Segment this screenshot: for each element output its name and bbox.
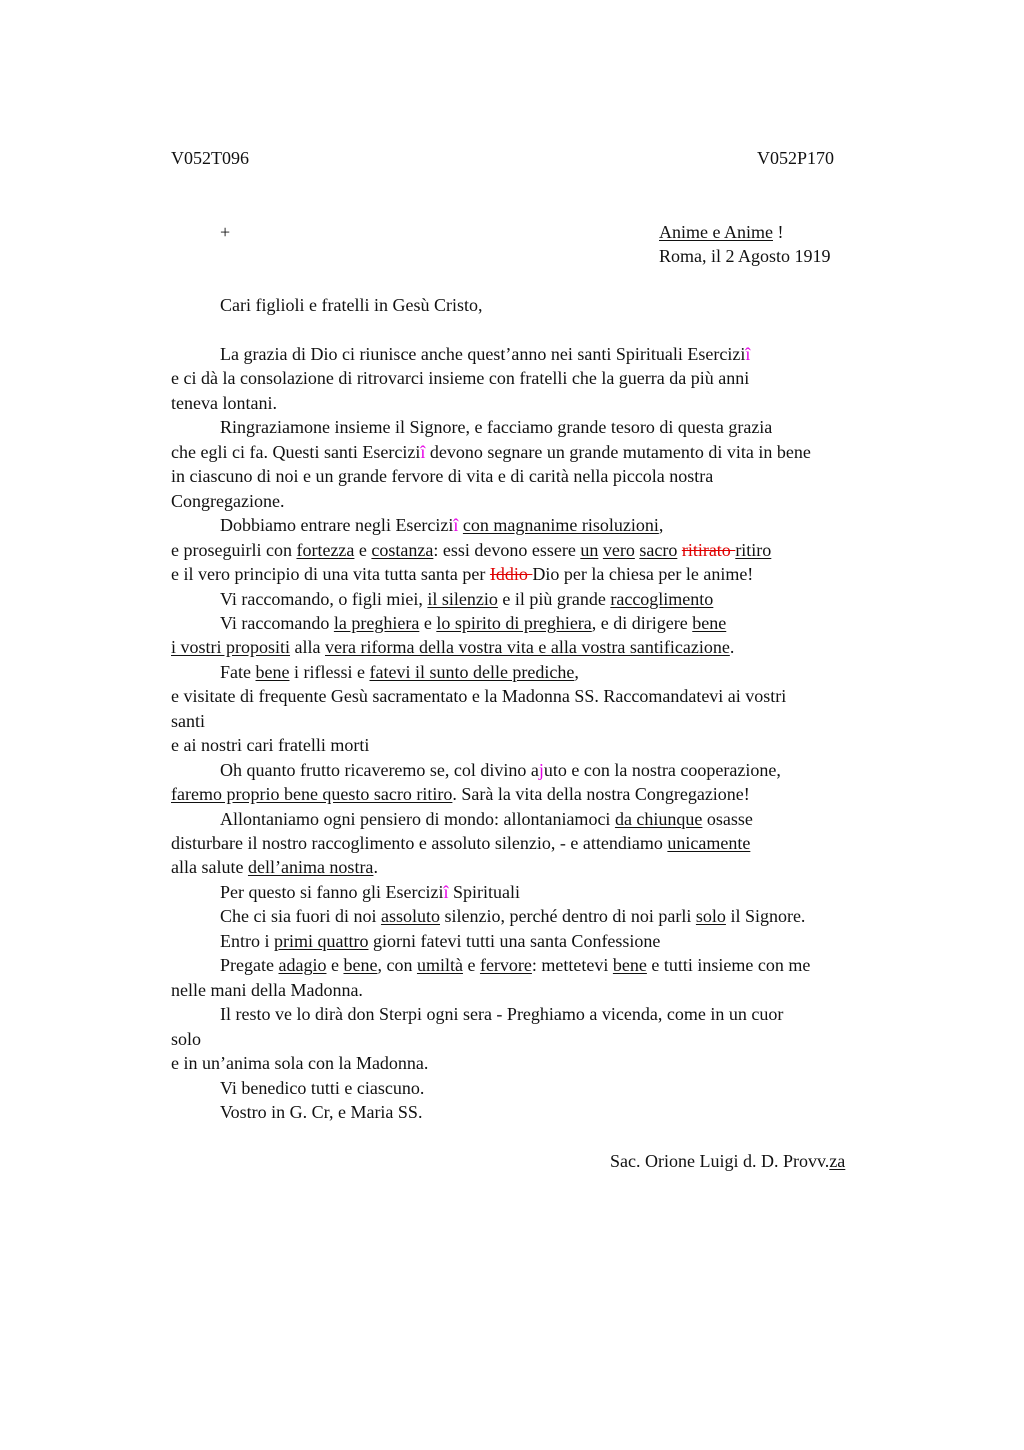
body-line (220, 1100, 422, 1124)
underlined-text: adagio (278, 955, 327, 976)
text-run: e ai nostri cari fratelli morti (171, 735, 370, 756)
text-run: Entro i (220, 930, 274, 951)
signature-text: Sac. Orione Luigi d. D. Provv. (610, 1151, 830, 1171)
underlined-text: assoluto (380, 906, 440, 927)
underlined-text: dell’anima nostra (247, 857, 374, 878)
text-run: La grazia di Dio ci riunisce anche quest’anno nei santi Spirituali Esercizi (220, 344, 746, 364)
body-line (171, 391, 277, 415)
text-run: alla (290, 637, 325, 658)
deleted-text: Iddio (489, 564, 533, 584)
text-run: devono segnare un grande mutamento di vita in bene (425, 441, 811, 462)
text-run: e (419, 613, 437, 633)
signature-suffix: za (829, 1151, 846, 1171)
underlined-text: faremo proprio bene questo sacro ritiro (171, 784, 453, 805)
body-line (220, 415, 772, 439)
underlined-text: fatevi il sunto delle prediche (369, 661, 575, 682)
body-line (220, 587, 713, 611)
marked-letter: î (443, 881, 449, 902)
text-run: e proseguirli con (171, 539, 297, 560)
underlined-text: ritiro (735, 539, 772, 560)
underlined-text: lo spirito di preghiera (436, 613, 592, 633)
text-run: Ringraziamone insieme il Signore, e facciamo grande tesoro di questa grazia (220, 417, 773, 438)
underlined-text: costanza (371, 539, 434, 560)
marked-letter: î (420, 441, 426, 462)
body-line (220, 1002, 783, 1026)
text-run: : mettetevi (531, 955, 613, 976)
place-date: Roma, il 2 Agosto 1919 (659, 246, 831, 266)
body-line (220, 758, 781, 782)
cross-mark: + (220, 222, 231, 242)
body-line (220, 904, 805, 928)
underlined-text: primi quattro (274, 930, 369, 951)
text-run: teneva lontani. (171, 392, 277, 413)
text-run: , (574, 661, 579, 682)
text-run: osasse (702, 808, 753, 829)
text-run: disturbare il nostro raccoglimento e assoluto silenzio, - e attendiamo (171, 833, 668, 853)
text-run: uto e con la nostra cooperazione, (543, 759, 781, 780)
body-line (171, 366, 749, 390)
body-line (171, 562, 753, 586)
text-run: : essi devono essere (433, 539, 581, 560)
body-line (171, 733, 369, 757)
text-run: santi (171, 710, 205, 731)
underlined-text: la preghiera (333, 613, 420, 633)
underlined-text: raccoglimento (610, 588, 714, 609)
text-run: , (658, 515, 664, 536)
underlined-text: bene (692, 613, 727, 633)
marked-letter: î (745, 344, 751, 364)
body-line (171, 440, 811, 464)
text-run: il Signore. (725, 906, 806, 927)
text-run: Spirituali (448, 881, 520, 902)
underlined-text: fervore (479, 955, 532, 976)
deleted-text: ritirato (681, 539, 736, 560)
motto-text: Anime e Anime (659, 222, 773, 242)
body-line (171, 635, 734, 659)
text-run: , con (377, 955, 417, 976)
marked-letter: î (453, 515, 459, 536)
body-line (220, 342, 750, 366)
text-run: Congregazione. (171, 490, 285, 511)
text-run: e (354, 539, 372, 560)
body-line (171, 1051, 428, 1075)
text-run: Vi benedico tutti e ciascuno. (220, 1077, 425, 1098)
underlined-text: vera riforma della vostra vita e alla vostra santificazione (325, 637, 730, 658)
text-run: Per questo si fanno gli Esercizi (220, 881, 444, 902)
text-run: e il più grande (497, 588, 611, 609)
body-line (171, 831, 750, 855)
text-run: e visitate di frequente Gesù sacramentato e la Madonna SS. Raccomandatevi ai vostri (171, 686, 787, 707)
text-run: Vostro in G. Cr, e Maria SS. (220, 1101, 423, 1122)
body-line (220, 611, 726, 635)
underlined-text: sacro (639, 539, 678, 560)
underlined-text: bene (343, 955, 378, 976)
text-run: in ciascuno di noi e un grande fervore di vita e di carità nella piccola nostra (171, 466, 714, 487)
body-line (171, 709, 205, 733)
text-run: e (326, 955, 344, 976)
marked-letter: j (538, 759, 544, 780)
body-line (171, 538, 771, 562)
body-line (220, 513, 663, 537)
body-line (220, 953, 810, 977)
underlined-text: bene (255, 661, 290, 682)
text-run: solo (171, 1028, 202, 1049)
salutation: Cari figlioli e fratelli in Gesù Cristo, (220, 295, 483, 315)
text-run: . (373, 857, 378, 878)
body-line (171, 978, 363, 1002)
underlined-text: fortezza (296, 539, 355, 560)
body-line (171, 855, 378, 879)
body-line (171, 684, 786, 708)
motto (659, 220, 783, 244)
text-run: Dio per la chiesa per le anime! (532, 564, 754, 584)
underlined-text: solo (695, 906, 726, 927)
text-run: silenzio, perché dentro di noi parli (440, 906, 696, 927)
text-run: giorni fatevi tutti una santa Confessione (368, 930, 661, 951)
text-run: Il resto ve lo dirà don Sterpi ogni sera - Preghiamo a vicenda, come in un cuor (220, 1004, 784, 1025)
underlined-text: da chiunque (614, 808, 703, 829)
text-run: Che ci sia fuori di noi (220, 906, 381, 927)
signature (610, 1149, 845, 1173)
text-run: i riflessi e (289, 661, 370, 682)
text-run: Fate (220, 661, 256, 682)
body-line (171, 782, 750, 806)
text-run: e (462, 955, 480, 976)
text-run: Vi raccomando (220, 613, 334, 633)
underlined-text: unicamente (667, 833, 751, 853)
body-line (220, 807, 753, 831)
underlined-text: un (580, 539, 599, 560)
text-run: Allontaniamo ogni pensiero di mondo: allontaniamoci (220, 808, 615, 829)
text-run: e il vero principio di una vita tutta santa per (171, 564, 490, 584)
text-run: che egli ci fa. Questi santi Esercizi (171, 441, 421, 462)
body-line (220, 660, 579, 684)
text-run: . Sarà la vita della nostra Congregazione! (452, 784, 750, 805)
text-run: Pregate (220, 955, 279, 976)
text-run: e tutti insieme con me (646, 955, 811, 976)
underlined-text: i vostri propositi (171, 637, 291, 658)
body-line (171, 464, 713, 488)
text-run: Dobbiamo entrare negli Esercizi (220, 515, 454, 536)
motto-suffix: ! (772, 222, 784, 242)
underlined-text: vero (602, 539, 635, 560)
text-run: . (729, 637, 735, 658)
text-run: nelle mani della Madonna. (171, 979, 363, 1000)
document-code-right: V052P170 (757, 148, 835, 168)
text-run: e in un’anima sola con la Madonna. (171, 1053, 429, 1073)
underlined-text: bene (612, 955, 647, 976)
document-code-left: V052T096 (171, 148, 249, 168)
underlined-text: il silenzio (427, 588, 498, 609)
text-run: Vi raccomando, o figli miei, (220, 588, 428, 609)
text-run: Oh quanto frutto ricaveremo se, col divino a (220, 759, 539, 780)
text-run: e ci dà la consolazione di ritrovarci insieme con fratelli che la guerra da più anni (171, 368, 750, 389)
body-line (171, 489, 284, 513)
underlined-text: umiltà (416, 955, 463, 976)
body-line (220, 929, 660, 953)
text-run: , e di dirigere (591, 613, 693, 633)
body-line (220, 880, 520, 904)
body-line (171, 1027, 201, 1051)
text-run: alla salute (171, 857, 248, 878)
underlined-text: con magnanime risoluzioni (462, 515, 659, 536)
body-line (220, 1076, 424, 1100)
